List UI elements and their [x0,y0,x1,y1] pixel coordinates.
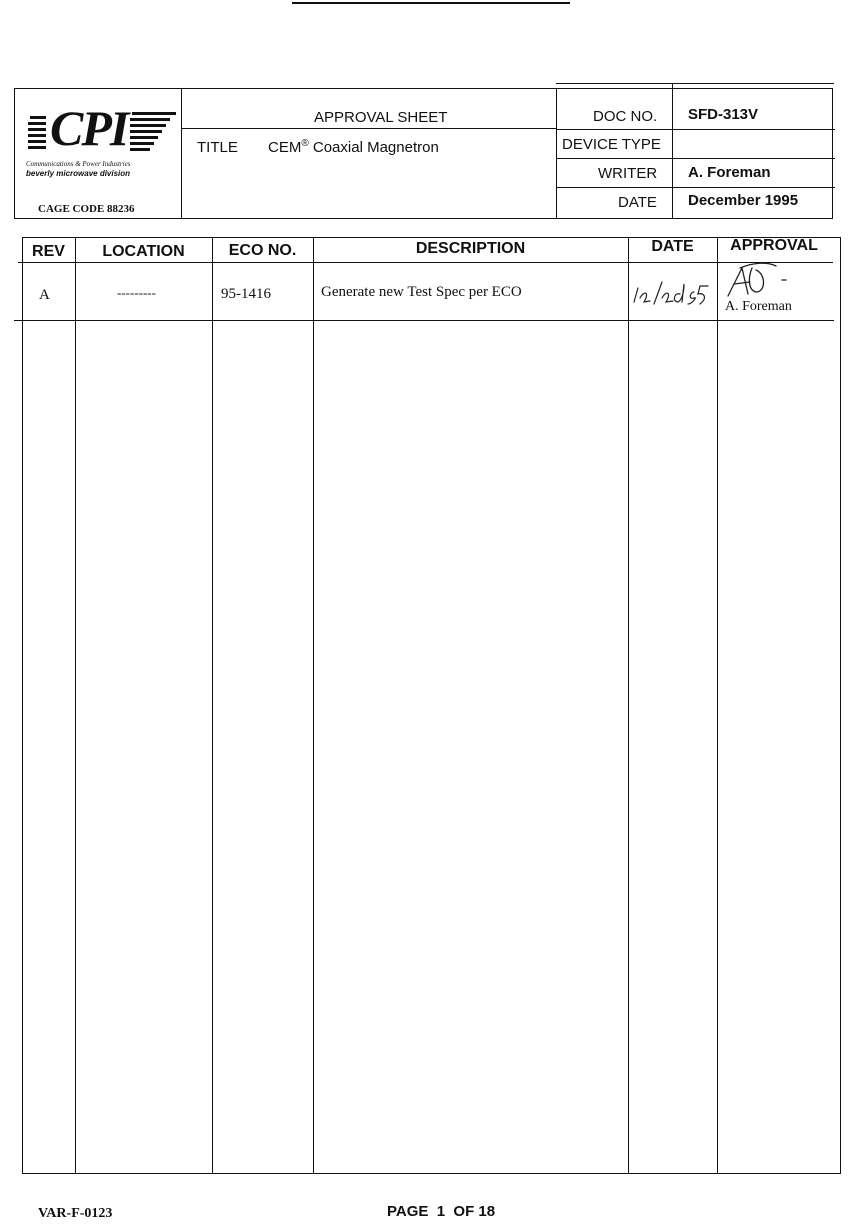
writer-value: A. Foreman [688,164,771,181]
date-label: DATE [618,194,657,211]
col-divider-location [212,238,213,1174]
registered-mark: ® [301,138,309,149]
col-divider-date [717,238,718,1174]
logo-divider [181,88,182,219]
approval-signature [720,258,810,300]
row-location: --------- [117,285,156,300]
title-value-suffix: Coaxial Magnetron [308,139,439,156]
col-header-approval: APPROVAL [730,237,818,254]
title-value [268,138,439,156]
col-divider-description [628,238,629,1174]
row-eco-no: 95-1416 [221,286,271,302]
cage-code: CAGE CODE 88236 [38,203,135,215]
doc-no-value: SFD-313V [688,106,759,123]
doc-no-label: DOC NO. [593,108,658,125]
row-rule-3 [556,187,835,188]
title-value-prefix: CEM [268,139,302,156]
col-divider-rev [75,238,76,1174]
top-rule [292,2,570,4]
company-logo [26,100,178,156]
first-row-rule [14,320,834,321]
col-header-eco-no: ECO NO. [228,242,297,259]
value-column-divider [672,83,673,219]
revision-table-frame [22,237,841,1174]
row-rule-1 [556,129,835,130]
header-top-extension [556,83,834,84]
col-divider-eco [313,238,314,1174]
logo-letters: CPI [50,100,128,156]
title-rule [181,128,556,129]
date-value: December 1995 [688,192,799,209]
col-header-description: DESCRIPTION [415,240,526,257]
column-header-rule [18,262,833,263]
col-header-rev: REV [32,243,65,260]
form-id: VAR-F-0123 [38,1206,113,1221]
row-rev: A [39,287,50,303]
writer-label: WRITER [598,165,658,182]
sheet-title: APPROVAL SHEET [314,109,448,126]
company-name: Communications & Power Industries [26,160,131,168]
device-type-label: DEVICE TYPE [562,136,661,153]
label-column-divider [556,88,557,219]
row-rule-2 [556,158,835,159]
row-approval-name: A. Foreman [725,299,792,314]
col-header-location: LOCATION [102,243,185,260]
division-name: beverly microwave division [26,169,131,178]
handwritten-date [628,272,717,316]
row-description: Generate new Test Spec per ECO [321,284,522,300]
title-label: TITLE [197,139,238,156]
col-header-date: DATE [651,238,694,255]
page-number: PAGE 1 OF 18 [387,1203,496,1220]
